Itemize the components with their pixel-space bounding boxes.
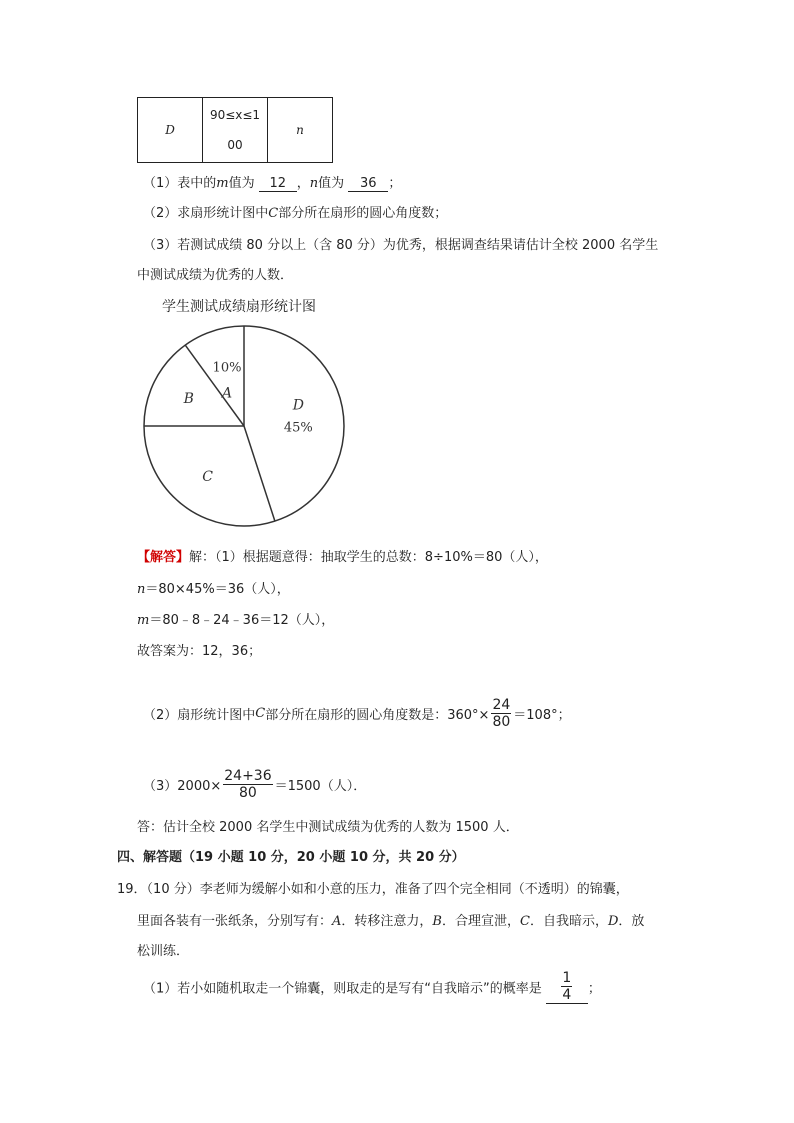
fraction-denominator: 4 bbox=[562, 987, 572, 1003]
pie-slice-value-a: 10% bbox=[212, 360, 242, 376]
table-row bbox=[138, 98, 333, 163]
fraction-60-80 bbox=[223, 768, 272, 801]
q19-sub1-end: ； bbox=[587, 981, 601, 997]
value-text: n bbox=[296, 123, 304, 137]
question-2 bbox=[143, 202, 447, 221]
fraction-24-80 bbox=[491, 697, 511, 730]
pie-slice-c-boundary bbox=[244, 426, 275, 521]
solution-line5-mid: 部分所在扇形的圆心角度数是：360°× bbox=[265, 708, 490, 723]
question-3-line2: 中测试成绩为优秀的人数． bbox=[137, 268, 294, 283]
solution-line6 bbox=[143, 768, 366, 801]
solution-n-var: n bbox=[137, 582, 146, 597]
q1-n-var: n bbox=[309, 176, 319, 191]
solution-line1 bbox=[137, 546, 548, 565]
solution-line6-prefix: （3）2000× bbox=[143, 779, 222, 794]
q19-option-d: D bbox=[607, 914, 619, 929]
solution-line3-text: ＝80﹣8﹣24﹣36＝12（人）， bbox=[149, 613, 335, 628]
fraction-1-4 bbox=[561, 970, 572, 1003]
pie-chart bbox=[140, 322, 348, 530]
q1-mid2: 值为 bbox=[318, 176, 345, 191]
question-1 bbox=[143, 172, 401, 192]
q1-m-answer: 12 bbox=[259, 176, 297, 192]
q1-m-var: m bbox=[216, 176, 229, 191]
q2-suffix: 部分所在扇形的圆心角度数； bbox=[278, 206, 448, 221]
solution-line4: 故答案为：12，36； bbox=[137, 644, 262, 659]
pie-slice-label-a: A bbox=[221, 385, 233, 402]
question-3-line1: （3）若测试成绩 80 分以上（含 80 分）为优秀，根据调查结果请估计全校 2000 名学生 bbox=[143, 238, 659, 253]
grade-text: D bbox=[165, 123, 175, 137]
solution-line1-text: 解：（1）根据题意得：抽取学生的总数：8÷10%＝80（人）， bbox=[189, 550, 548, 565]
range-line2: 00 bbox=[227, 138, 243, 152]
q1-n-answer: 36 bbox=[348, 176, 388, 192]
q19-line1: 19．（10 分）李老师为缓解小如和小意的压力，准备了四个完全相同（不透明）的锦囊， bbox=[117, 882, 629, 897]
fraction-denominator: 80 bbox=[492, 714, 511, 730]
score-table bbox=[137, 97, 333, 163]
fraction-numerator: 1 bbox=[562, 970, 572, 986]
q2-var: C bbox=[268, 206, 279, 221]
q1-prefix: （1）表中的 bbox=[143, 176, 217, 191]
q19-option-b-text: ．合理宣泄， bbox=[441, 914, 520, 929]
chart-title: 学生测试成绩扇形统计图 bbox=[162, 299, 316, 315]
q19-option-c-text: ．自我暗示， bbox=[529, 914, 608, 929]
table-cell-grade bbox=[138, 98, 203, 163]
pie-slice-label-b: B bbox=[183, 390, 194, 407]
pie-slice-a-boundary bbox=[185, 345, 244, 426]
pie-slice-value-d: 45% bbox=[283, 420, 313, 436]
solution-line5-var: C bbox=[255, 706, 266, 721]
solution-line5-prefix: （2）扇形统计图中 bbox=[143, 708, 256, 723]
q19-sub1-text: （1）若小如随机取走一个锦囊，则取走的是写有“自我暗示”的概率是 bbox=[143, 981, 542, 997]
fraction-denominator: 80 bbox=[239, 785, 257, 801]
q19-option-d-text: ．放 bbox=[618, 914, 645, 929]
solution-line3 bbox=[137, 609, 334, 628]
q19-option-c: C bbox=[520, 914, 530, 929]
pie-slice-label-d: D bbox=[292, 397, 304, 414]
solution-m-var: m bbox=[137, 613, 150, 628]
q1-mid1: 值为 bbox=[228, 176, 255, 191]
range-line1: 90≤x≤1 bbox=[209, 108, 261, 122]
q19-option-a: A bbox=[332, 914, 342, 929]
solution-line5 bbox=[143, 697, 571, 730]
q19-line2 bbox=[137, 910, 644, 929]
solution-line2 bbox=[137, 578, 290, 597]
table-cell-value bbox=[268, 98, 333, 163]
section-heading: 四、解答题（19 小题 10 分，20 小题 10 分，共 20 分） bbox=[117, 850, 465, 865]
q19-answer-blank bbox=[546, 970, 588, 1004]
fraction-numerator: 24+36 bbox=[224, 768, 272, 784]
q1-sep: ， bbox=[296, 176, 310, 191]
solution-tag: 【解答】 bbox=[137, 550, 190, 565]
q19-line2-text: 里面各装有一张纸条，分别写有： bbox=[137, 914, 333, 929]
q1-end: ； bbox=[388, 176, 402, 191]
pie-slice-label-c: C bbox=[202, 469, 213, 486]
q19-option-b: B bbox=[432, 914, 442, 929]
q19-option-a-text: ．转移注意力， bbox=[341, 914, 433, 929]
q19-sub1 bbox=[143, 970, 601, 1004]
solution-answer: 答：估计全校 2000 名学生中测试成绩为优秀的人数为 1500 人． bbox=[137, 820, 519, 835]
solution-line5-end: ＝108°； bbox=[513, 708, 571, 723]
solution-line6-end: ＝1500（人）． bbox=[274, 779, 367, 794]
solution-line2-text: ＝80×45%＝36（人）， bbox=[145, 582, 290, 597]
q19-line3: 松训练． bbox=[137, 944, 190, 959]
q2-prefix: （2）求扇形统计图中 bbox=[143, 206, 269, 221]
fraction-numerator: 24 bbox=[492, 697, 511, 713]
table-cell-range bbox=[203, 98, 268, 163]
